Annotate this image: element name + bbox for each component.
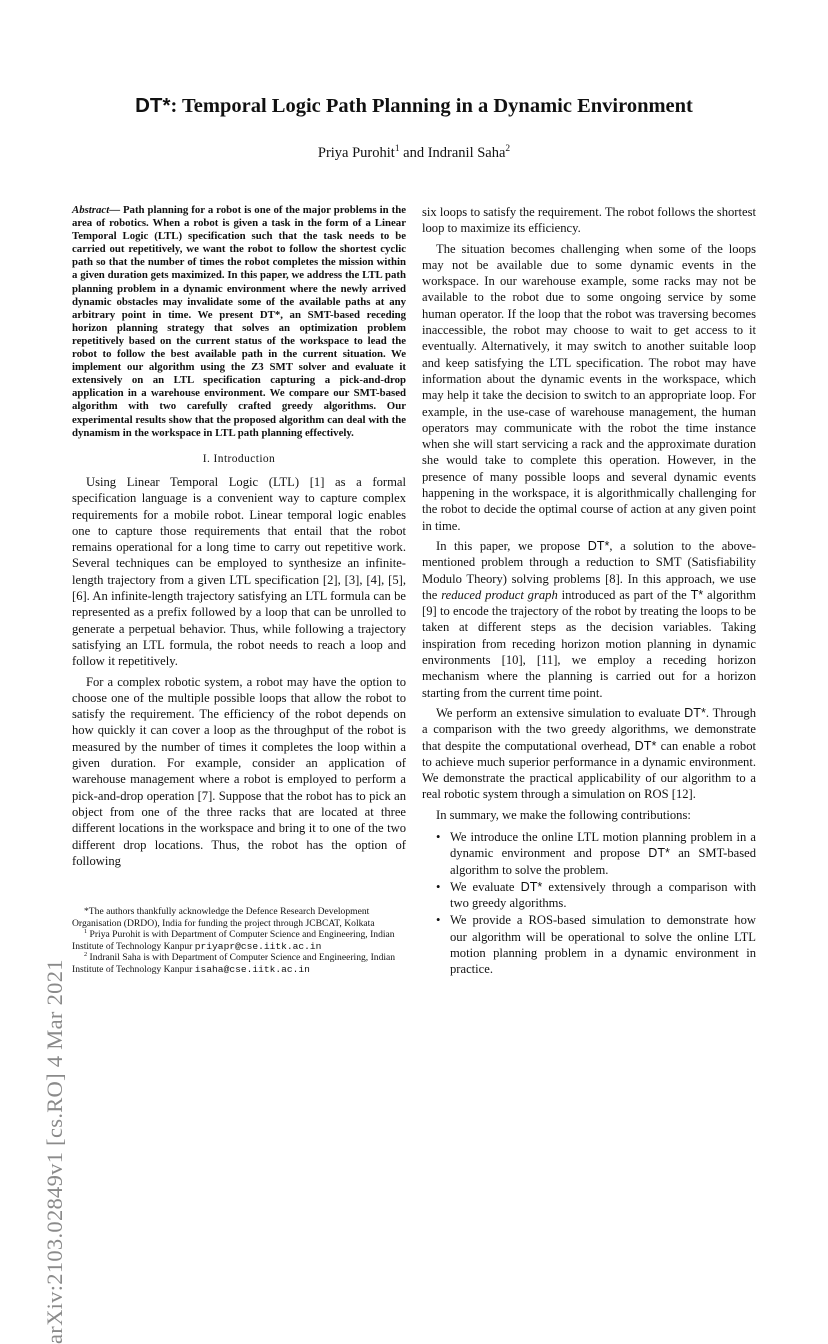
p5-text-c: can enable a robot to achieve much superior performance in a dynamic environment. We demonstrate the practical applicability of our algorithm to a real robotic system through a simulation on ROS [12]. — [422, 738, 756, 802]
footnotes — [72, 906, 406, 976]
abstract-text: — Path planning for a robot is one of the major problems in the area of robotics. When a robot is given a task in the form of a Linear Temporal Logic (LTL) specification such that the task needs to be carried out repetitively, we want the robot to follow the shortest cyclic path so that the number of times the robot completes the mission within a given duration gets maximized. In this paper, we address the LTL path planning problem in a dynamic environment where the newly arrived dynamic obstacles may invalidate some of the available paths at any arbitrary point in time. We present DT*, an SMT-based receding horizon planning strategy that solves an optimization problem repetitively based on the current status of the workspace to lead the robot to follow the best available path in the current situation. We implement our algorithm using the Z3 SMT solver and evaluate it extensively on an LTL specification capturing a pick-and-drop application in a warehouse environment. We compare our SMT-based algorithm with two carefully crafted greedy algorithms. Our experimental results show that the proposed algorithm can deal with the dynamism in the workspace in LTL path planning effectively. — [72, 204, 406, 439]
footnote-author-1 — [72, 929, 406, 952]
abstract-label: Abstract — [72, 204, 110, 216]
p4-text-d: algorithm [9] to encode the trajectory of the robot by treating the loops to be taken at different steps as the decision variables. Taking inspiration from receding horizon motion planning in dynamic environments [10], [11], we employ a receding horizon mechanism where the planning is carried out for a horizon starting from the current time point. — [422, 587, 756, 700]
intro-paragraph-4 — [422, 538, 756, 701]
p4-t-star: T* — [690, 587, 704, 602]
footnote-author-2 — [72, 952, 406, 975]
footnote-funding: *The authors thankfully acknowledge the Defence Research Development Organisation (DRDO), India for funding the project through JCBCAT, Kolkata — [72, 906, 375, 929]
author-2: Indranil Saha — [427, 145, 506, 161]
p4-text-c: introduced as part of the — [557, 587, 691, 602]
abstract — [72, 204, 406, 440]
right-column — [422, 204, 756, 979]
intro-paragraph-2: For a complex robotic system, a robot may have the option to choose one of the multiple possible loops that allow the robot to satisfy the requirement. The efficiency of the robot depends on how quickly it can cover a loop as the throughput of the robot is measured by the number of times it completes the loop within a given duration. For example, consider an application of warehouse management where a robot is employed to perform a pick-and-drop operation [7]. Suppose that the robot has to pick an object from one of the three racks that are located at three different locations in the workspace and bring it to one of the two different drop locations. Thus, the robot has the option of following — [72, 674, 406, 868]
p4-text-a: In this paper, we propose — [436, 538, 588, 553]
intro-paragraph-6: In summary, we make the following contributions: — [436, 807, 691, 822]
footnote-2-text: Indranil Saha is with Department of Computer Science and Engineering, Indian Institute of Technology Kanpur — [72, 952, 396, 975]
p4-text-b: , a solution to the above-mentioned problem through a reduction to SMT (Satisfiability Modulo Theory) solving problems [8]. In this approach, we use the — [422, 538, 756, 602]
p4-algorithm-name: DT* — [587, 538, 610, 553]
intro-paragraph-3: The situation becomes challenging when some of the loops may not be available due to some dynamic events in the workspace. In our warehouse example, some racks may not be available to the robot due to some ongoing service by some human operator. If the loop that the robot was traversing becomes inaccessible, the robot may choose to wait to get access to it eventually. Alternatively, it may switch to another suitable loop and keep satisfying the LTL specification. The robot may have information about the dynamic events in the workspace, which may help it take the decision to switch to an appropriate loop. For example, in the use-case of warehouse management, the human operators may communicate with the robot the time instance when she will start servicing a rack and the approximate duration she would take to complete this operation. However, in the presence of many possible loops and several dynamic events happening in the workspace, it is algorithmically challenging for the robot to decide the optimal course of action at any given point in time. — [422, 241, 756, 533]
c2-text-a: We evaluate — [450, 879, 521, 894]
left-column — [72, 204, 406, 869]
c1-algorithm-name: DT* — [648, 846, 670, 861]
contributions-list — [422, 829, 756, 978]
section-heading-introduction: I. Introduction — [202, 452, 276, 465]
author-2-affil: 2 — [505, 144, 511, 155]
author-line — [60, 145, 768, 162]
author-1-affil: 1 — [394, 144, 400, 155]
contribution-item — [434, 829, 756, 878]
title-algorithm-name: DT* — [135, 94, 171, 117]
p4-emphasis: reduced product graph — [441, 587, 558, 602]
c1-text-b: an SMT-based algorithm to solve the problem. — [450, 846, 756, 877]
intro-paragraph-2-continued: six loops to satisfy the requirement. The robot follows the shortest loop to maximize its efficiency. — [422, 205, 756, 236]
footnote-2-email: isaha@cse.iitk.ac.in — [194, 963, 310, 975]
paper-title — [60, 94, 768, 118]
contribution-item: • We provide a ROS-based simulation to demonstrate how our algorithm will be operational to solve the online LTL motion planning problem in a dynamic environment in practice. — [434, 912, 756, 977]
footnote-1-email: priyapr@cse.iitk.ac.in — [194, 940, 322, 952]
title-text: : Temporal Logic Path Planning in a Dynamic Environment — [170, 95, 693, 117]
footnote-1-marker: 1 — [84, 928, 88, 935]
author-1: Priya Purohit — [317, 145, 395, 161]
arxiv-identifier: arXiv:2103.02849v1 [cs.RO] 4 Mar 2021 — [42, 959, 67, 1344]
c1-text-a: We introduce the online LTL motion planning problem in a dynamic environment and propose — [450, 829, 756, 861]
footnote-1-text: Priya Purohit is with Department of Computer Science and Engineering, Indian Institute of Technology Kanpur — [72, 929, 395, 952]
c2-text-b: extensively through a comparison with two greedy algorithms. — [450, 879, 756, 911]
p5-text-a: We perform an extensive simulation to evaluate — [436, 705, 685, 720]
footnote-2-marker: 2 — [84, 951, 88, 959]
p5-text-b: . Through a comparison with the two greedy algorithms, we demonstrate that despite the computational overhead, — [422, 705, 756, 753]
intro-paragraph-5 — [422, 705, 756, 803]
contribution-item — [434, 879, 756, 912]
intro-paragraph-1: Using Linear Temporal Logic (LTL) [1] as a formal specification language is a convenient way to capture complex requirements for a mobile robot. Linear temporal logic enables one to capture those requirements that entail that the robot remains operational for a long time to carry out repetitive work. Several techniques can be employed to synthesize an infinite-length trajectory from a given LTL specification [2], [3], [4], [5], [6]. An infinite-length trajectory satisfying an LTL formula can be represented as a prefix followed by a loop that can be unrolled to generate a perpetual behavior. Thus, while following a trajectory satisfying an LTL formula, the robot needs to reach a loop and follow it repetitively. — [72, 474, 406, 669]
p5-algorithm-name-1: DT* — [684, 705, 706, 720]
author-conjunction: and — [399, 145, 428, 161]
p5-algorithm-name-2: DT* — [634, 738, 657, 753]
c2-algorithm-name: DT* — [520, 879, 543, 894]
